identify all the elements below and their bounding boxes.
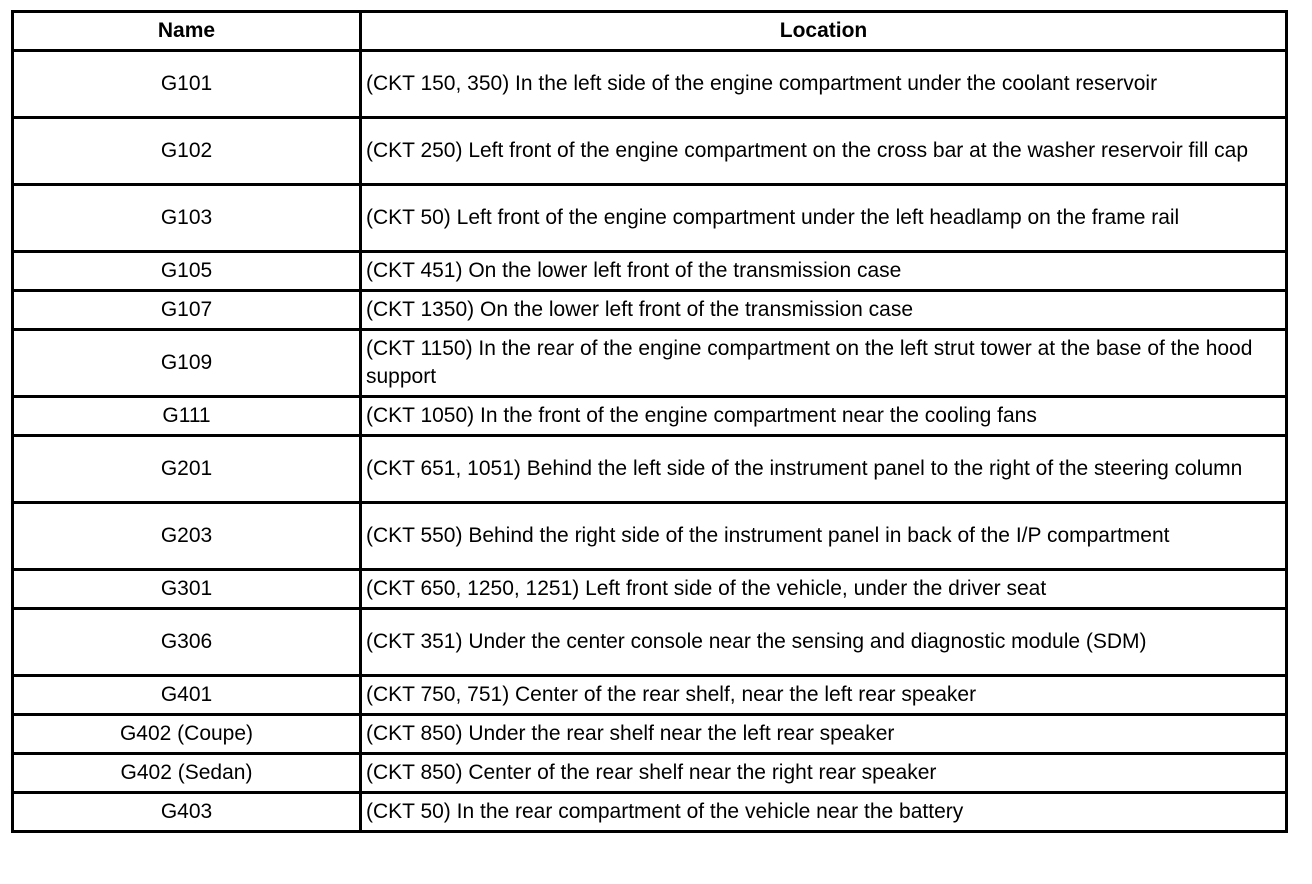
row-name: G301 xyxy=(13,570,361,609)
row-name: G109 xyxy=(13,330,361,397)
table-row xyxy=(13,793,1287,832)
row-location: (CKT 1350) On the lower left front of the transmission case xyxy=(361,291,1287,330)
header-row xyxy=(13,12,1287,51)
row-name: G306 xyxy=(13,609,361,676)
table-row xyxy=(13,609,1287,676)
table-row xyxy=(13,185,1287,252)
row-location: (CKT 451) On the lower left front of the transmission case xyxy=(361,252,1287,291)
row-name: G105 xyxy=(13,252,361,291)
row-name: G403 xyxy=(13,793,361,832)
table-header xyxy=(13,12,1287,51)
table-row xyxy=(13,436,1287,503)
table-row xyxy=(13,252,1287,291)
table-row xyxy=(13,291,1287,330)
row-name: G101 xyxy=(13,51,361,118)
row-location: (CKT 150, 350) In the left side of the engine compartment under the coolant reservoir xyxy=(361,51,1287,118)
row-location: (CKT 50) In the rear compartment of the vehicle near the battery xyxy=(361,793,1287,832)
row-name: G401 xyxy=(13,676,361,715)
table-row xyxy=(13,397,1287,436)
ground-locations-table xyxy=(11,10,1288,833)
table-row xyxy=(13,118,1287,185)
row-name: G103 xyxy=(13,185,361,252)
table-row xyxy=(13,330,1287,397)
row-location: (CKT 651, 1051) Behind the left side of the instrument panel to the right of the steering column xyxy=(361,436,1287,503)
table-row xyxy=(13,754,1287,793)
row-location: (CKT 351) Under the center console near the sensing and diagnostic module (SDM) xyxy=(361,609,1287,676)
table-row xyxy=(13,676,1287,715)
row-location: (CKT 1150) In the rear of the engine compartment on the left strut tower at the base of the hood support xyxy=(361,330,1287,397)
row-name: G107 xyxy=(13,291,361,330)
table-row xyxy=(13,715,1287,754)
row-location: (CKT 750, 751) Center of the rear shelf, near the left rear speaker xyxy=(361,676,1287,715)
table-row xyxy=(13,51,1287,118)
row-name: G102 xyxy=(13,118,361,185)
row-location: (CKT 550) Behind the right side of the instrument panel in back of the I/P compartment xyxy=(361,503,1287,570)
row-name: G402 (Coupe) xyxy=(13,715,361,754)
row-name: G111 xyxy=(13,397,361,436)
row-name: G201 xyxy=(13,436,361,503)
row-location: (CKT 650, 1250, 1251) Left front side of the vehicle, under the driver seat xyxy=(361,570,1287,609)
row-name: G402 (Sedan) xyxy=(13,754,361,793)
table-body xyxy=(13,51,1287,832)
row-location: (CKT 50) Left front of the engine compartment under the left headlamp on the frame rail xyxy=(361,185,1287,252)
row-location: (CKT 1050) In the front of the engine compartment near the cooling fans xyxy=(361,397,1287,436)
row-location: (CKT 250) Left front of the engine compartment on the cross bar at the washer reservoir fill cap xyxy=(361,118,1287,185)
header-location: Location xyxy=(361,12,1287,51)
table-row xyxy=(13,503,1287,570)
table-row xyxy=(13,570,1287,609)
header-name: Name xyxy=(13,12,361,51)
row-name: G203 xyxy=(13,503,361,570)
row-location: (CKT 850) Center of the rear shelf near the right rear speaker xyxy=(361,754,1287,793)
row-location: (CKT 850) Under the rear shelf near the left rear speaker xyxy=(361,715,1287,754)
